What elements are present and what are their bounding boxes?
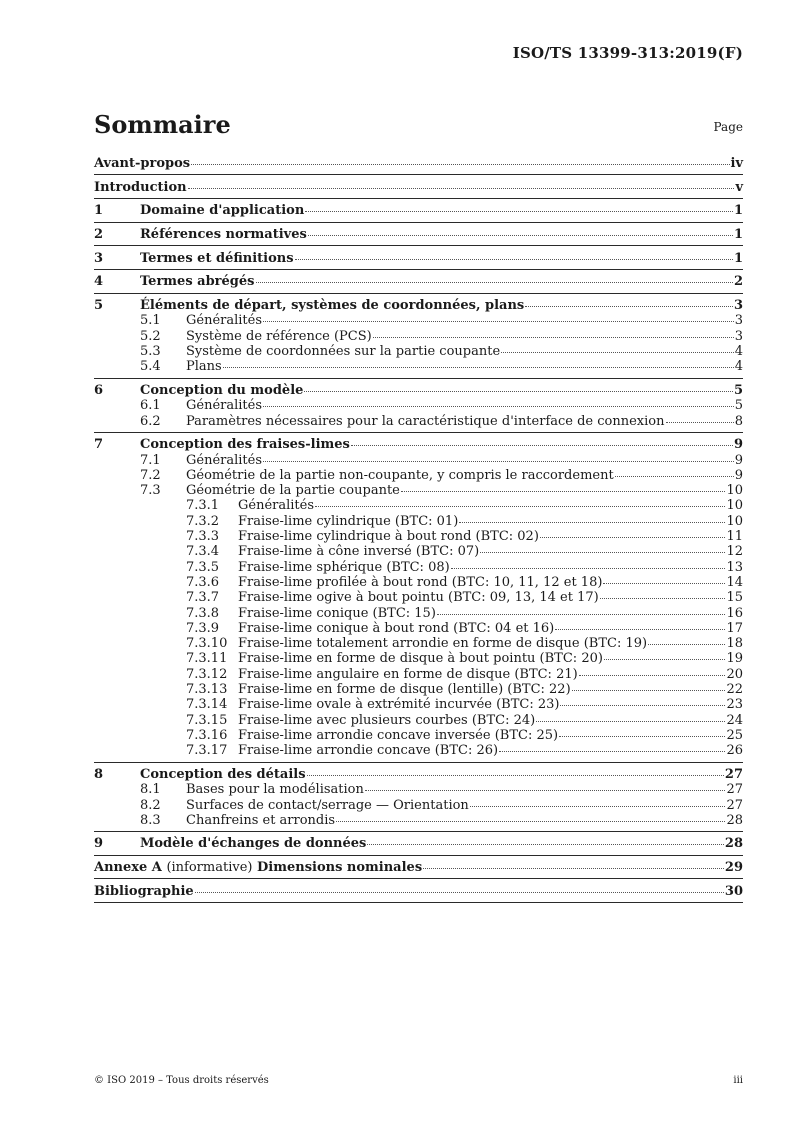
toc-entry-number: 8 [94,766,104,782]
toc-entry-title-rest: Dimensions nominales [257,860,423,876]
toc-dot-leader [263,405,734,407]
toc-entry-title: Termes et définitions [140,250,294,266]
section-divider [94,831,743,832]
toc-dot-leader [579,674,726,676]
toc-entry-title: Généralités [238,498,315,514]
section-divider [94,269,743,270]
toc-entry-number: 7.3.9 [186,620,220,636]
toc-entry[interactable] [94,453,743,468]
toc-entry-number: 9 [94,836,104,852]
section-divider [94,855,743,856]
toc-entry-title: Avant-propos [94,156,191,171]
toc-entry-title: Modèle d'échanges de données [140,836,367,852]
toc-entry[interactable] [94,667,743,682]
toc-entry-page: 4 [734,359,743,375]
toc-entry-page: 1 [733,250,743,266]
section-divider [94,222,743,223]
toc-dot-leader [191,163,729,165]
toc-entry-page: 27 [726,782,743,798]
toc-entry[interactable] [94,767,743,782]
toc-entry[interactable] [94,251,743,266]
toc-dot-leader [560,704,725,706]
toc-entry[interactable] [94,414,743,429]
toc-dot-leader [304,390,733,392]
toc-entry-page: 11 [726,529,743,545]
toc-entry-title: Fraise-lime ovale à extrémité incurvée (BTC: 23) [238,697,560,713]
toc-entry-number: 5.2 [140,328,161,344]
toc-entry-title: Géométrie de la partie coupante [186,483,400,499]
table-of-contents [94,156,743,899]
toc-entry-title: Chanfreins et arrondis [186,812,336,828]
toc-entry-title: Bibliographie [94,883,194,899]
toc-entry-page: iv [730,156,743,171]
toc-entry[interactable] [94,860,743,875]
toc-entry[interactable] [94,636,743,651]
toc-entry-page: 3 [734,313,743,329]
section-divider [94,378,743,379]
toc-entry[interactable] [94,203,743,218]
toc-entry-page: 2 [733,274,743,290]
toc-entry-title: Fraise-lime cylindrique (BTC: 01) [238,513,459,529]
toc-entry-page: v [735,179,743,195]
toc-entry[interactable] [94,274,743,289]
toc-entry[interactable] [94,697,743,712]
toc-entry-title: Fraise-lime avec plusieurs courbes (BTC: 24) [238,712,536,728]
toc-dot-leader [666,421,734,423]
toc-dot-leader [188,187,735,189]
toc-entry[interactable] [94,468,743,483]
toc-entry-page: 15 [726,590,743,606]
toc-entry-number: 2 [94,227,104,243]
toc-entry-page: 9 [734,452,743,468]
toc-entry-page: 10 [726,513,743,529]
toc-entry-page: 28 [726,812,743,828]
toc-entry-page: 16 [726,605,743,621]
toc-entry[interactable] [94,398,743,413]
toc-dot-leader [423,867,724,869]
toc-entry-number: 3 [94,250,104,266]
toc-dot-leader [451,567,726,569]
toc-entry[interactable] [94,713,743,728]
toc-entry[interactable] [94,606,743,621]
toc-entry-page: 4 [734,344,743,360]
toc-entry-page: 14 [726,574,743,590]
toc-entry-title: Termes abrégés [140,274,255,290]
toc-entry-number: 7.3.1 [186,498,220,514]
toc-dot-leader [603,582,725,584]
toc-dot-leader [223,366,734,368]
toc-entry[interactable] [94,529,743,544]
toc-entry-page: 27 [724,766,743,782]
toc-entry[interactable] [94,651,743,666]
toc-entry-number: 7.3.13 [186,682,228,698]
toc-entry-page: 24 [726,712,743,728]
toc-dot-leader [501,351,734,353]
toc-entry[interactable] [94,313,743,328]
toc-dot-leader [525,305,733,307]
toc-entry-title: Généralités [186,313,263,329]
toc-entry-page: 28 [724,836,743,852]
toc-entry-number: 7.3.11 [186,651,228,667]
toc-entry-number: 5.3 [140,344,161,360]
toc-entry-number: 7.3.8 [186,605,220,621]
toc-entry[interactable] [94,227,743,242]
toc-entry-page: 20 [726,666,743,682]
toc-entry-page: 9 [734,467,743,483]
toc-dot-leader [555,628,725,630]
toc-entry-number: 1 [94,203,104,219]
toc-dot-leader [295,258,733,260]
section-divider [94,762,743,763]
toc-entry[interactable] [94,359,743,374]
toc-entry-page: 9 [733,437,743,453]
toc-entry-page: 22 [726,682,743,698]
toc-entry-title: Conception du modèle [140,383,304,398]
toc-entry-title: Domaine d'application [140,203,305,219]
section-divider [94,878,743,879]
toc-entry[interactable] [94,782,743,797]
footer-copyright: © ISO 2019 – Tous droits réservés [94,1075,269,1086]
toc-dot-leader [499,750,725,752]
toc-entry[interactable] [94,813,743,828]
toc-dot-leader [305,210,733,212]
toc-entry-number: 5.1 [140,313,161,329]
toc-entry-number: 5 [94,298,104,314]
toc-entry-number: 7.3.4 [186,544,220,560]
toc-dot-leader [470,805,726,807]
toc-dot-leader [256,281,733,283]
toc-entry-page: 18 [726,636,743,652]
toc-dot-leader [648,643,725,645]
toc-entry-number: 7.1 [140,452,161,468]
toc-entry-title: Bases pour la modélisation [186,782,364,798]
toc-entry-page: 3 [734,328,743,344]
toc-entry[interactable] [94,483,743,498]
toc-entry-page: 8 [734,413,743,429]
toc-entry-number: 7.3.6 [186,574,220,590]
toc-entry[interactable] [94,344,743,359]
toc-entry-page: 27 [726,797,743,813]
toc-entry-title-main: Annexe A [94,860,162,876]
toc-entry[interactable] [94,621,743,636]
toc-entry-page: 5 [733,383,743,398]
toc-entry-title: Conception des détails [140,766,306,782]
toc-entry-page: 19 [726,651,743,667]
section-divider [94,198,743,199]
toc-entry-title: Fraise-lime en forme de disque à bout pointu (BTC: 20) [238,651,603,667]
toc-dot-leader [459,521,725,523]
toc-dot-leader [600,597,726,599]
toc-entry-page: 23 [726,697,743,713]
toc-entry-page: 17 [726,620,743,636]
toc-entry-title [94,860,422,875]
toc-dot-leader [572,689,726,691]
toc-dot-leader [308,234,733,236]
toc-entry-page: 26 [726,743,743,759]
toc-entry-title-note: (informative) [166,860,253,876]
toc-entry-title: Fraise-lime cylindrique à bout rond (BTC: 02) [238,529,539,545]
toc-entry[interactable] [94,514,743,529]
toc-entry-number: 7 [94,437,104,453]
toc-entry-title: Fraise-lime arrondie concave inversée (BTC: 25) [238,727,559,743]
section-divider [94,174,743,175]
toc-entry-number: 7.3.14 [186,697,228,713]
toc-dot-leader [536,720,725,722]
toc-entry[interactable] [94,590,743,605]
toc-dot-leader [615,475,734,477]
toc-entry-number: 7.3.16 [186,727,228,743]
toc-entry-number: 7.3.17 [186,743,228,759]
toc-entry-title: Paramètres nécessaires pour la caractéristique d'interface de connexion [186,413,665,429]
toc-dot-leader [437,613,726,615]
toc-dot-leader [373,336,734,338]
toc-entry-title: Système de coordonnées sur la partie coupante [186,344,501,360]
toc-entry-number: 8.1 [140,782,161,798]
toc-entry-title: Fraise-lime sphérique (BTC: 08) [238,559,450,575]
toc-entry-title: Introduction [94,179,187,195]
toc-dot-leader [263,320,734,322]
toc-entry-title: Fraise-lime angulaire en forme de disque (BTC: 21) [238,666,578,682]
toc-entry-page: 10 [726,498,743,514]
section-divider [94,432,743,433]
toc-entry-title: Fraise-lime conique à bout rond (BTC: 04 et 16) [238,620,555,636]
toc-entry[interactable] [94,437,743,452]
toc-entry-number: 7.2 [140,467,161,483]
toc-entry-page: 30 [724,883,743,899]
toc-dot-leader [263,460,734,462]
toc-entry-title: Système de référence (PCS) [186,328,372,344]
section-divider [94,293,743,294]
toc-entry[interactable] [94,798,743,813]
toc-entry-page: 5 [734,398,743,414]
toc-entry[interactable] [94,743,743,758]
toc-entry-number: 7.3.15 [186,712,228,728]
toc-entry-number: 6.2 [140,413,161,429]
toc-entry-title: Fraise-lime ogive à bout pointu (BTC: 09, 13, 14 et 17) [238,590,599,606]
toc-entry[interactable] [94,298,743,313]
toc-entry-page: 1 [733,227,743,243]
toc-entry-title: Généralités [186,452,263,468]
toc-entry-title: Plans [186,359,222,375]
toc-entry-title: Généralités [186,398,263,414]
toc-entry-number: 4 [94,274,104,290]
toc-entry-page: 13 [726,559,743,575]
toc-entry[interactable] [94,884,743,899]
toc-entry-title: Géométrie de la partie non-coupante, y compris le raccordement [186,467,614,483]
toc-entry-number: 7.3 [140,483,161,499]
toc-entry[interactable] [94,498,743,513]
toc-entry-page: 29 [724,860,743,876]
toc-entry-page: 3 [733,298,743,314]
toc-entry-title: Surfaces de contact/serrage — Orientation [186,797,469,813]
toc-entry[interactable] [94,329,743,344]
toc-entry[interactable] [94,383,743,398]
document-code: ISO/TS 13399-313:2019(F) [512,44,743,62]
toc-entry-title: Fraise-lime totalement arrondie en forme de disque (BTC: 19) [238,636,648,652]
toc-dot-leader [365,789,726,791]
footer-page-number: iii [733,1075,743,1086]
toc-entry[interactable] [94,544,743,559]
toc-entry-title: Fraise-lime à cône inversé (BTC: 07) [238,544,480,560]
section-divider [94,245,743,246]
toc-dot-leader [336,820,725,822]
toc-entry-number: 7.3.2 [186,513,220,529]
toc-entry-number: 8.3 [140,812,161,828]
toc-entry[interactable] [94,156,743,171]
toc-entry[interactable] [94,180,743,195]
toc-entry-number: 8.2 [140,797,161,813]
section-divider [94,902,743,903]
toc-entry[interactable] [94,836,743,851]
toc-dot-leader [480,551,725,553]
toc-entry-page: 1 [733,203,743,219]
toc-entry-number: 7.3.12 [186,666,228,682]
toc-entry[interactable] [94,728,743,743]
toc-entry-title: Conception des fraises-limes [140,437,350,453]
toc-entry-title: Éléments de départ, systèmes de coordonnées, plans [140,298,525,314]
toc-dot-leader [604,658,726,660]
page-column-label: Page [713,120,743,134]
toc-entry-page: 25 [726,727,743,743]
page-title: Sommaire [94,110,231,139]
toc-entry-number: 7.3.5 [186,559,220,575]
toc-entry-title: Fraise-lime en forme de disque (lentille) (BTC: 22) [238,682,571,698]
toc-dot-leader [559,735,725,737]
toc-entry[interactable] [94,575,743,590]
toc-entry-title: Références normatives [140,227,307,243]
toc-entry-page: 12 [726,544,743,560]
toc-entry-number: 5.4 [140,359,161,375]
toc-entry-page: 10 [726,483,743,499]
toc-dot-leader [315,505,725,507]
toc-dot-leader [367,843,724,845]
toc-entry-number: 6.1 [140,398,161,414]
toc-dot-leader [307,774,724,776]
toc-entry-title: Fraise-lime profilée à bout rond (BTC: 10, 11, 12 et 18) [238,574,603,590]
toc-dot-leader [351,444,733,446]
toc-entry-number: 7.3.7 [186,590,220,606]
toc-entry[interactable] [94,682,743,697]
toc-entry-title: Fraise-lime arrondie concave (BTC: 26) [238,743,499,759]
toc-entry-number: 7.3.3 [186,529,220,545]
toc-dot-leader [540,536,726,538]
toc-dot-leader [195,891,724,893]
toc-dot-leader [401,490,726,492]
toc-entry-number: 6 [94,383,104,398]
toc-entry-title: Fraise-lime conique (BTC: 15) [238,605,436,621]
toc-entry[interactable] [94,560,743,575]
toc-entry-number: 7.3.10 [186,636,228,652]
